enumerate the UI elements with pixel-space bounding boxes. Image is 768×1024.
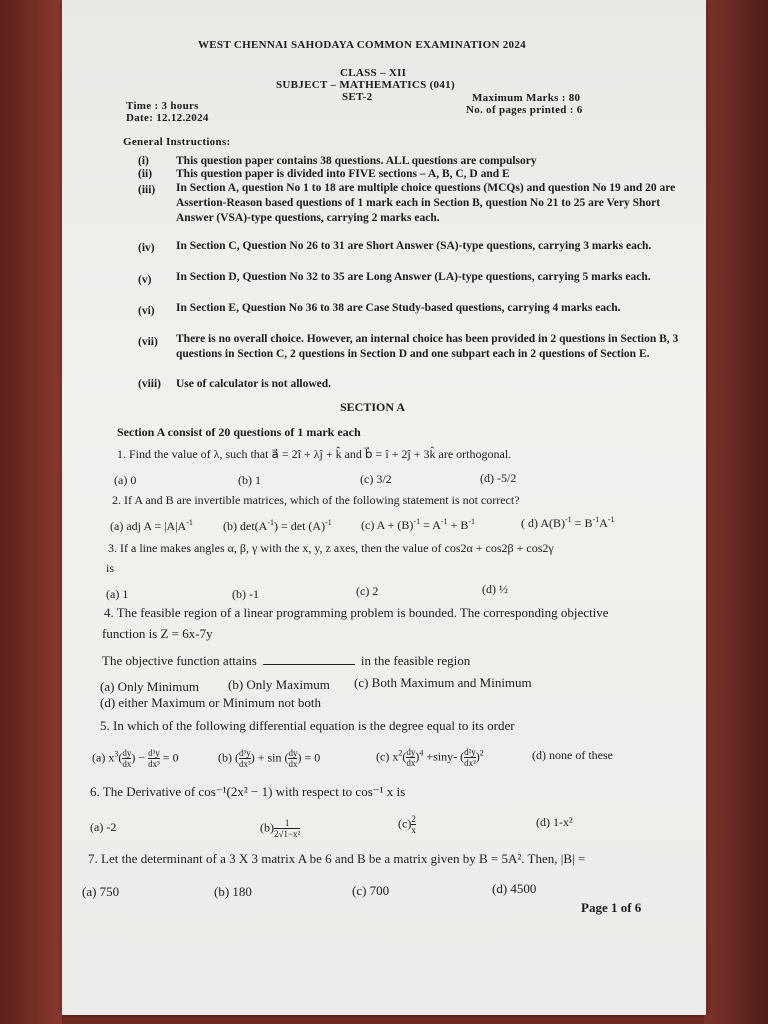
exam-paper — [62, 0, 706, 1015]
q4-option-d: (d) either Maximum or Minimum not both — [100, 695, 321, 710]
attain-pre-text: The objective function attains — [102, 653, 257, 668]
q7-option-d: (d) 4500 — [492, 881, 537, 896]
q2-option-c: (c) $A + (B)^{-1} = A^{-1} + B^{-1}$ — [361, 517, 476, 532]
set-label: SET-2 — [342, 91, 373, 103]
q4-option-c: (c) Both Maximum and Minimum — [354, 675, 532, 690]
instruction-text: In Section A, question No 1 to 18 are multiple choice questions (MCQs) and question No 19 and 20 are Assertion-Reason based questions of 1 mark each in Section B, question No 21 to 25 are Very Short Answer (VSA)-type questions, carrying 2 marks each. — [176, 182, 676, 224]
question-4-stem-cont: function is Z = 6x-7y — [102, 626, 213, 641]
time-label: Time : 3 hours — [126, 100, 199, 112]
question-7-stem: 7. Let the determinant of a 3 X 3 matrix A be 6 and B be a matrix given by B = 5A². Then, |B| = — [88, 851, 586, 866]
q5-option-b: (b) ( $\frac{\text{d³y}}{\text{dx³}}$ ) + sin ( $\frac{dy}{dx}$ ) = 0 — [218, 748, 321, 769]
instruction-text: In Section D, Question No 32 to 35 are Long Answer (LA)-type questions, carrying 5 marks each. — [176, 271, 651, 283]
q4-option-b: (b) Only Maximum — [228, 677, 330, 692]
background-right — [704, 0, 768, 1024]
question-3-stem-cont: is — [106, 561, 115, 575]
instruction-text: Use of calculator is not allowed. — [176, 378, 332, 390]
q6-option-b: (b) $\frac{1}{\text{2√1−x²}}$ — [260, 818, 301, 839]
date-label: Date: 12.12.2024 — [126, 112, 209, 124]
question-4-blank-line — [102, 653, 470, 669]
q2-option-a-text: (a) adj A = |A|A — [110, 519, 187, 533]
question-5-stem: 5. In which of the following differential equation is the degree equal to its order — [100, 718, 515, 733]
q1-option-a: (a) 0 — [114, 473, 137, 487]
page-number: Page 1 of 6 — [581, 900, 642, 915]
pages-printed: No. of pages printed : 6 — [466, 104, 583, 116]
q2-option-b: (b) $\det(A^{-1}) = \det (A)^{-1}$ — [223, 518, 332, 533]
instruction-number: (vii) — [138, 336, 158, 348]
max-marks: Maximum Marks : 80 — [472, 92, 581, 104]
q7-option-b: (b) 180 — [214, 884, 252, 899]
q7-option-c: (c) 700 — [352, 883, 390, 898]
instruction-number: (vi) — [138, 305, 155, 317]
exam-title: WEST CHENNAI SAHODAYA COMMON EXAMINATION 2024 — [198, 39, 526, 51]
q3-option-b: (b) -1 — [232, 587, 259, 601]
q6-option-c: (c) $\frac{2}{x}$ — [398, 814, 416, 835]
instruction-text: This question paper is divided into FIVE sections – A, B, C, D and E — [176, 168, 510, 180]
q5-option-d: (d) none of these — [532, 748, 613, 762]
instruction-text: There is no overall choice. However, an internal choice has been provided in 2 questions in Section B, 3 questions in Section C, 2 questions in Section D and one subpart each in 2 questions of Section E. — [176, 333, 679, 360]
q4-option-a: (a) Only Minimum — [100, 679, 199, 694]
q7-option-a: (a) 750 — [82, 884, 120, 899]
subject-label: SUBJECT – MATHEMATICS (041) — [276, 79, 455, 91]
q3-option-a: (a) 1 — [106, 587, 129, 601]
background-left — [0, 0, 62, 1024]
instruction-number: (ii) — [138, 168, 153, 180]
q1-option-b: (b) 1 — [238, 473, 261, 487]
instruction-number: (iii) — [138, 184, 156, 196]
question-2-stem: 2. If A and B are invertible matrices, which of the following statement is not correct? — [112, 493, 520, 507]
instruction-number: (iv) — [138, 242, 155, 254]
q1-option-c: (c) 3/2 — [360, 472, 392, 486]
attain-post-text: in the feasible region — [360, 653, 471, 668]
question-6-stem: 6. The Derivative of cos⁻¹(2x² − 1) with respect to cos⁻¹ x is — [90, 784, 406, 799]
q2-option-d: ( d) $A(B)^{-1} = B^{-1}A^{-1}$ — [521, 515, 615, 530]
q3-option-d: (d) ½ — [482, 582, 508, 596]
q5-option-a: (a) $x^3$( $\frac{dy}{dx}$ ) − $\frac{\text{d³y}}{\text{dx³}}$ = 0 — [92, 748, 179, 769]
q3-option-c: (c) 2 — [356, 584, 379, 598]
instruction-number: (v) — [138, 274, 152, 286]
instruction-text: In Section C, Question No 26 to 31 are Short Answer (SA)-type questions, carrying 3 marks each. — [176, 240, 652, 252]
class-label: CLASS – XII — [340, 67, 407, 79]
section-title: SECTION A — [340, 400, 406, 414]
instruction-text: This question paper contains 38 questions. ALL questions are compulsory — [176, 155, 537, 167]
q2-option-d-text: ( d) A(B) — [521, 516, 565, 530]
question-3-stem: 3. If a line makes angles α, β, γ with the x, y, z axes, then the value of cos2α + cos2β + cos2γ — [108, 541, 554, 555]
instructions-title: General Instructions: — [123, 136, 231, 148]
section-subtitle: Section A consist of 20 questions of 1 mark each — [117, 425, 361, 439]
q1-option-d: (d) -5/2 — [480, 471, 517, 485]
instruction-text: In Section E, Question No 36 to 38 are Case Study-based questions, carrying 4 marks each. — [176, 302, 621, 314]
question-4-stem: 4. The feasible region of a linear programming problem is bounded. The corresponding objective — [104, 605, 609, 620]
question-1-stem: 1. Find the value of λ, such that a⃗ = 2î + λĵ + k̂ and b⃗ = î + 2ĵ + 3k̂ are orthogonal. — [117, 447, 512, 461]
q2-option-c-text: (c) A + (B) — [361, 518, 414, 532]
q6-option-a: (a) -2 — [90, 820, 117, 834]
q2-option-b-text: (b) det(A — [223, 519, 268, 533]
q6-option-d: (d) 1-x² — [536, 815, 573, 829]
q2-option-a: (a) adj $A = |A|A^{-1}$ — [110, 518, 193, 533]
instruction-number: (viii) — [138, 378, 161, 390]
q5-option-c: (c) $x^2$( $\frac{dy}{dx}$ )$^4$ +siny- ( $\frac{\text{d²y}}{\text{dx²}}$ )$^2$ — [376, 747, 484, 768]
instruction-number: (i) — [138, 155, 149, 167]
answer-blank — [263, 664, 355, 665]
